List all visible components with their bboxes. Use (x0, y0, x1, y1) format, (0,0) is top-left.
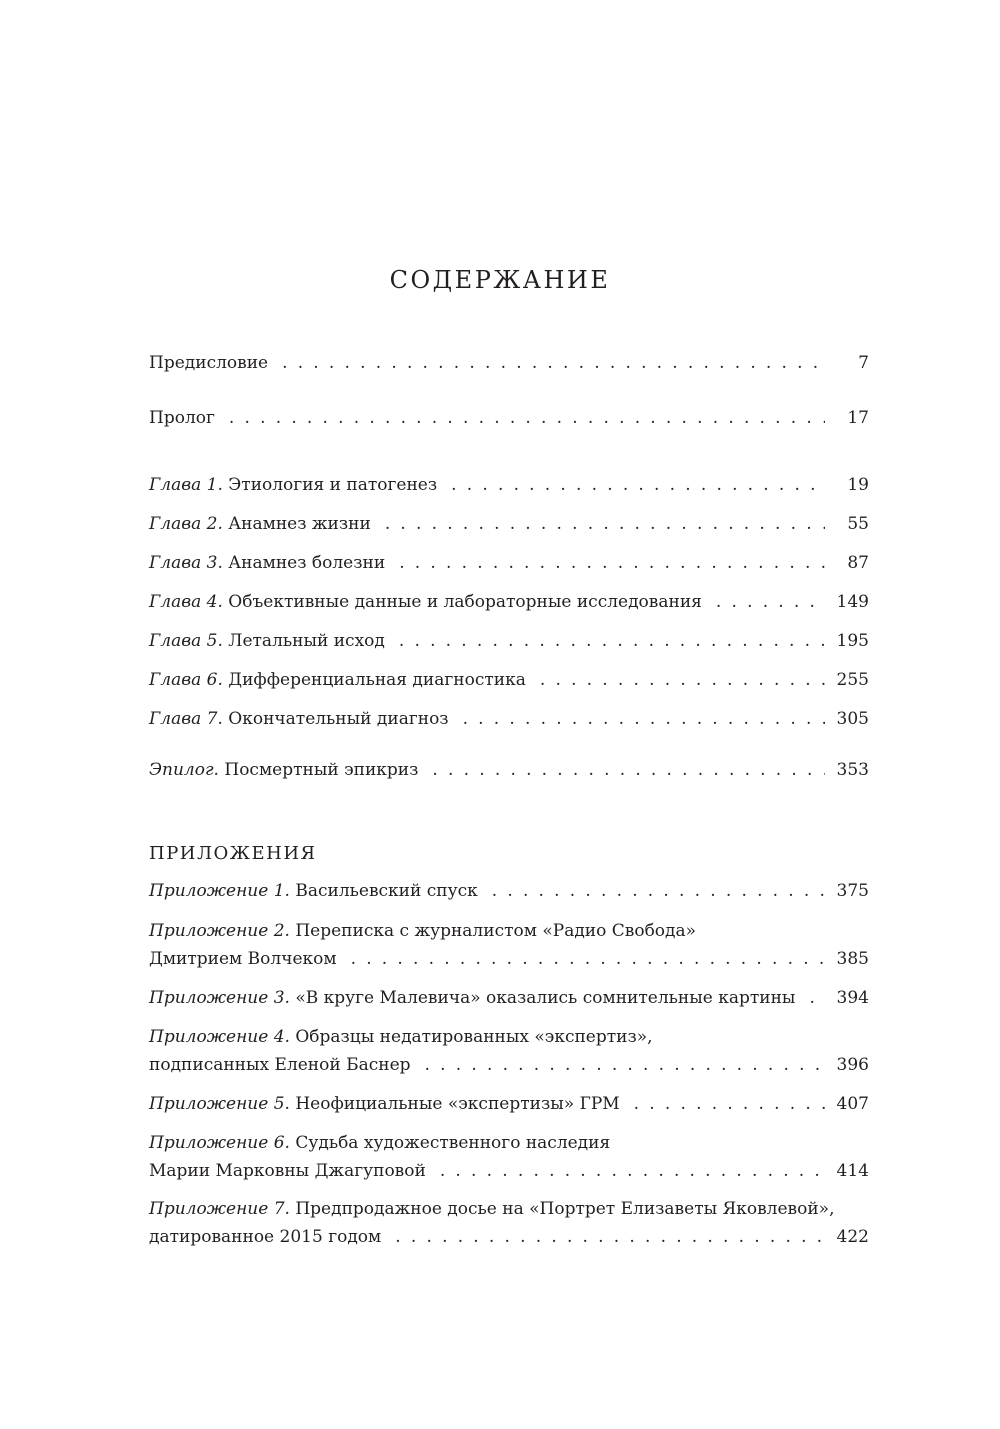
toc-page-number: 17 (847, 408, 869, 428)
toc-entry-title: Летальный исход (228, 631, 385, 651)
dot-leader (229, 407, 825, 429)
dot-leader (440, 1160, 825, 1182)
chapter-prefix: Глава 1. (149, 475, 223, 495)
page-title: СОДЕРЖАНИЕ (389, 266, 611, 294)
dot-leader (463, 708, 825, 730)
chapter-prefix: Глава 2. (149, 514, 223, 534)
toc-page-number: 375 (836, 881, 869, 901)
toc-entry-title: Пролог (149, 408, 215, 428)
toc-page-number: 396 (836, 1055, 869, 1075)
toc-page-number: 394 (836, 988, 869, 1008)
dot-leader (351, 948, 825, 970)
toc-entry-title: Объективные данные и лабораторные исследования (228, 592, 702, 612)
toc-entry-title-continued: Марии Марковны Джагуповой (149, 1161, 426, 1181)
toc-entry-title: Судьба художественного наследия (295, 1133, 611, 1153)
dot-leader (540, 669, 825, 691)
toc-entry-appendix-4[interactable] (149, 1026, 869, 1076)
toc-entry-title-continued: датированное 2015 годом (149, 1227, 382, 1247)
toc-entry-appendix-5[interactable] (149, 1093, 869, 1115)
toc-page-number: 55 (847, 514, 869, 534)
toc-entry-title: Неофициальные «экспертизы» ГРМ (295, 1094, 620, 1114)
toc-entry-chapter-7[interactable] (149, 708, 869, 730)
epilogue-prefix: Эпилог. (149, 760, 219, 780)
toc-entry-appendix-1[interactable] (149, 880, 869, 902)
appendix-prefix: Приложение 5. (149, 1094, 290, 1114)
appendix-prefix: Приложение 3. (149, 988, 290, 1008)
toc-page-number: 149 (836, 592, 869, 612)
chapter-prefix: Глава 6. (149, 670, 223, 690)
dot-leader (395, 1226, 825, 1248)
toc-page-number: 407 (836, 1094, 869, 1114)
dot-leader (399, 630, 825, 652)
toc-page-number: 305 (836, 709, 869, 729)
toc-page-number: 19 (847, 475, 869, 495)
toc-entry-chapter-5[interactable] (149, 630, 869, 652)
toc-entry-title: Анамнез болезни (228, 553, 386, 573)
toc-page-number: 87 (847, 553, 869, 573)
toc-page-number: 7 (858, 353, 869, 373)
dot-leader (716, 591, 825, 613)
toc-entry-title: Васильевский спуск (295, 881, 478, 901)
toc-page-number: 414 (836, 1161, 869, 1181)
toc-entry-chapter-6[interactable] (149, 669, 869, 691)
chapter-prefix: Глава 7. (149, 709, 223, 729)
toc-entry-title: Этиология и патогенез (228, 475, 438, 495)
appendix-prefix: Приложение 7. (149, 1199, 290, 1219)
toc-entry-chapter-4[interactable] (149, 591, 869, 613)
toc-entry-appendix-7[interactable] (149, 1198, 869, 1248)
dot-leader (451, 474, 825, 496)
toc-entry-title: «В круге Малевича» оказались сомнительные картины (295, 988, 796, 1008)
toc-entry-title: Анамнез жизни (228, 514, 371, 534)
toc-page-number: 195 (836, 631, 869, 651)
toc-entry-prologue[interactable] (149, 407, 869, 429)
appendix-prefix: Приложение 6. (149, 1133, 290, 1153)
chapter-prefix: Глава 4. (149, 592, 223, 612)
toc-entry-title: Образцы недатированных «экспертиз», (295, 1027, 653, 1047)
dot-leader (492, 880, 825, 902)
toc-entry-chapter-2[interactable] (149, 513, 869, 535)
toc-entry-preface[interactable] (149, 352, 869, 374)
toc-entry-title-continued: Дмитрием Волчеком (149, 949, 337, 969)
dot-leader (399, 552, 825, 574)
toc-entry-title-continued: подписанных Еленой Баснер (149, 1055, 411, 1075)
dot-leader (425, 1054, 825, 1076)
toc-entry-appendix-6[interactable] (149, 1132, 869, 1182)
dot-leader (385, 513, 825, 535)
toc-page-number: 385 (836, 949, 869, 969)
chapter-prefix: Глава 3. (149, 553, 223, 573)
dot-leader (282, 352, 825, 374)
toc-page-number: 255 (836, 670, 869, 690)
toc-entry-title: Посмертный эпикриз (224, 760, 419, 780)
appendix-prefix: Приложение 4. (149, 1027, 290, 1047)
appendices-heading: ПРИЛОЖЕНИЯ (149, 843, 317, 864)
toc-entry-title: Предисловие (149, 353, 269, 373)
toc-page-number: 422 (836, 1227, 869, 1247)
toc-entry-epilogue[interactable] (149, 759, 869, 781)
toc-entry-chapter-1[interactable] (149, 474, 869, 496)
toc-entry-chapter-3[interactable] (149, 552, 869, 574)
toc-entry-title: Предпродажное досье на «Портрет Елизаветы Яковлевой», (295, 1199, 835, 1219)
appendix-prefix: Приложение 2. (149, 921, 290, 941)
toc-page-number: 353 (836, 760, 869, 780)
chapter-prefix: Глава 5. (149, 631, 223, 651)
dot-leader (432, 759, 825, 781)
toc-entry-title: Окончательный диагноз (228, 709, 449, 729)
appendix-prefix: Приложение 1. (149, 881, 290, 901)
toc-entry-title: Переписка с журналистом «Радио Свобода» (295, 921, 697, 941)
toc-entry-appendix-2[interactable] (149, 920, 869, 970)
dot-leader (809, 987, 825, 1009)
dot-leader (634, 1093, 825, 1115)
toc-entry-appendix-3[interactable] (149, 987, 869, 1009)
toc-entry-title: Дифференциальная диагностика (228, 670, 526, 690)
